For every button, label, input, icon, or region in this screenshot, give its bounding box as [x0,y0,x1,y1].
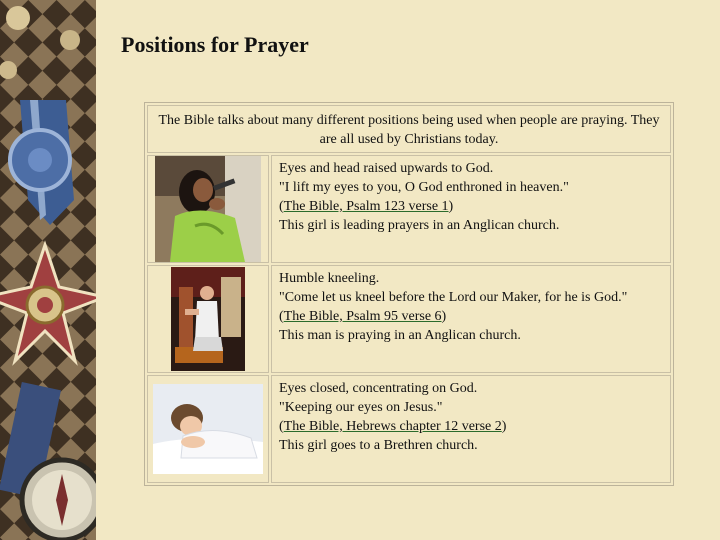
girl-eyes-closed-photo [153,384,263,474]
row-text [271,375,671,483]
position-description: Eyes closed, concentrating on God. [279,381,478,396]
photo-caption: This girl goes to a Brethren church. [279,438,478,453]
image-cell [147,375,269,483]
image-cell [147,155,269,263]
row-text [271,155,671,263]
reference-line: (The Bible, Psalm 95 verse 6) [279,309,447,324]
decorative-collage-image [0,0,96,540]
prayer-positions-table [144,102,674,486]
image-cell [147,265,269,373]
man-kneeling-photo [171,267,245,371]
table-row [147,375,671,483]
position-description: Eyes and head raised upwards to God. [279,161,494,176]
bible-quote: "Come let us kneel before the Lord our Maker, for he is God." [279,290,628,305]
table-row [147,155,671,263]
girl-leading-prayers-photo [155,156,261,262]
reference-line: (The Bible, Psalm 123 verse 1) [279,199,454,214]
bible-reference-link[interactable]: The Bible, Hebrews chapter 12 verse 2 [283,419,502,434]
bible-quote: "Keeping our eyes on Jesus." [279,400,443,415]
bible-quote: "I lift my eyes to you, O God enthroned in heaven." [279,180,569,195]
intro-row [147,105,671,153]
row-text [271,265,671,373]
photo-caption: This girl is leading prayers in an Anglican church. [279,218,560,233]
decorative-sidebar [0,0,96,540]
intro-text: The Bible talks about many different positions being used when people are praying. They are all used by Christians today. [147,105,671,153]
table-row [147,265,671,373]
position-description: Humble kneeling. [279,271,380,286]
bible-reference-link[interactable]: The Bible, Psalm 123 verse 1 [283,199,449,214]
photo-caption: This man is praying in an Anglican church. [279,328,521,343]
bible-reference-link[interactable]: The Bible, Psalm 95 verse 6 [283,309,442,324]
reference-line: (The Bible, Hebrews chapter 12 verse 2) [279,419,507,434]
page-title: Positions for Prayer [121,32,309,57]
